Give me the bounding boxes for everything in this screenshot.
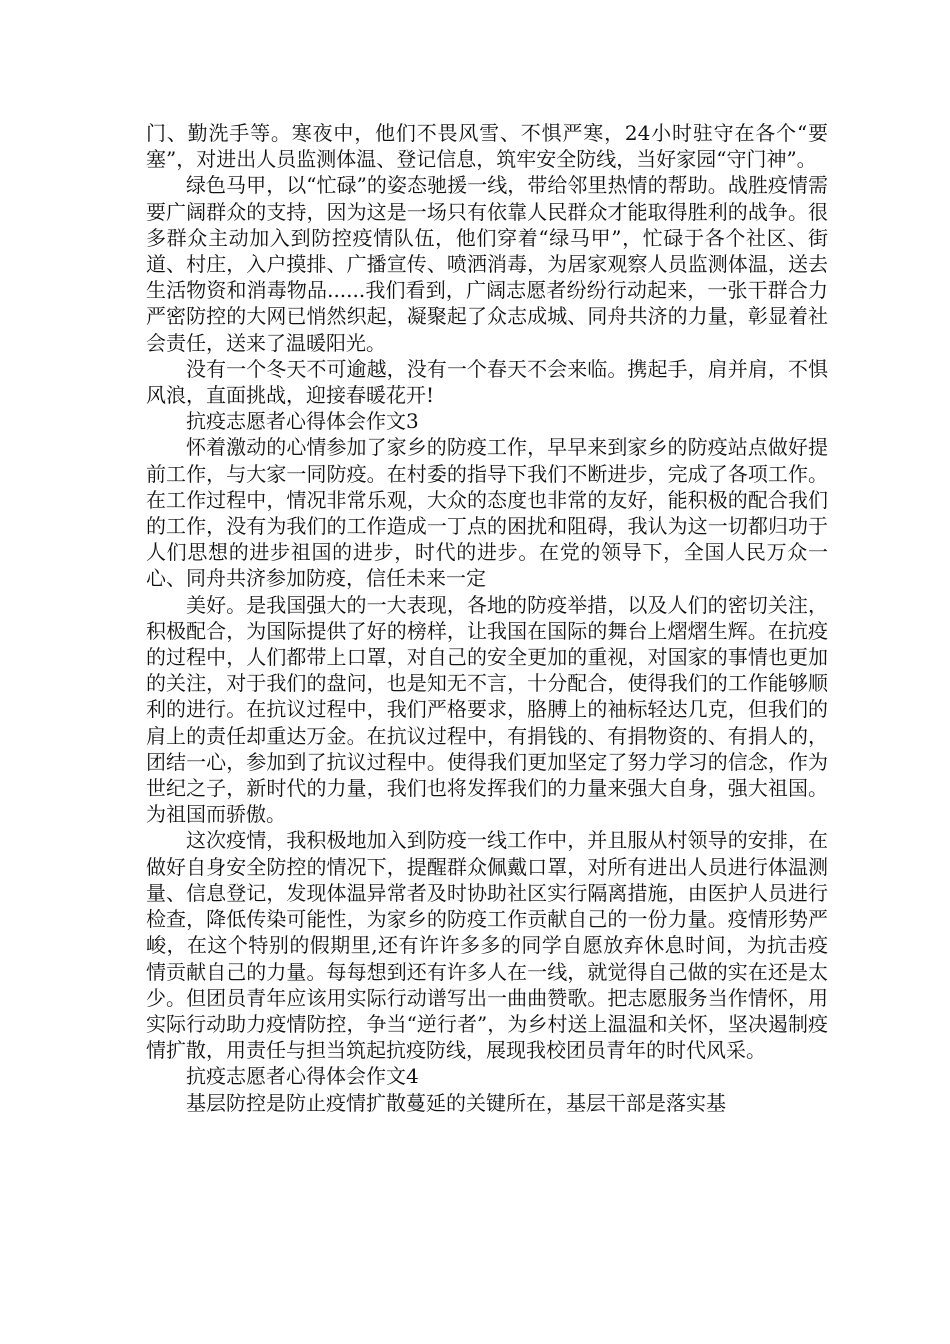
section-heading-3: 抗疫志愿者心得体会作文3 xyxy=(186,409,419,434)
paragraph-5: 美好。是我国强大的一大表现，各地的防疫举措，以及人们的密切关注，积极配合，为国际提供了好的榜样，让我国在国际的舞台上熠熠生辉。在抗疫的过程中，人们都带上口罩，对自己的安全更加的重视，对国家的事情也更加的关注，对于我们的盘问，也是知无不言，十分配合，使得我们的工作能够顺利的进行。在抗议过程中，我们严格要求，胳膊上的袖标轻达几克，但我们的肩上的责任却重达万金。在抗议过程中，有捐钱的、有捐物资的、有捐人的，团结一心，参加到了抗议过程中。使得我们更加坚定了努力学习的信念，作为世纪之子，新时代的力量，我们也将发挥我们的力量来强大自身，强大祖国。为祖国而骄傲。 xyxy=(146,592,828,827)
section-heading-4: 抗疫志愿者心得体会作文4 xyxy=(186,1064,419,1089)
paragraph-6: 这次疫情，我积极地加入到防疫一线工作中，并且服从村领导的安排，在做好自身安全防控的情况下，提醒群众佩戴口罩，对所有进出人员进行体温测量、信息登记，发现体温异常者及时协助社区实行隔离措施，由医护人员进行检查，降低传染可能性，为家乡的防疫工作贡献自己的一份力量。疫情形势严峻，在这个特别的假期里,还有许许多多的同学自愿放弃休息时间，为抗击疫情贡献自己的力量。每每想到还有许多人在一线，就觉得自己做的实在还是太少。但团员青年应该用实际行动谱写出一曲曲赞歌。把志愿服务当作情怀，用实际行动助力疫情防控，争当“逆行者”，为乡村送上温温和关怀，坚决遏制疫情扩散，用责任与担当筑起抗疫防线，展现我校团员青年的时代风采。 xyxy=(146,828,828,1063)
paragraph-7: 基层防控是防止疫情扩散蔓延的关键所在，基层干部是落实基 xyxy=(186,1090,726,1115)
paragraph-2: 绿色马甲，以“忙碌”的姿态驰援一线，带给邻里热情的帮助。战胜疫情需要广阔群众的支持，因为这是一场只有依靠人民群众才能取得胜利的战争。很多群众主动加入到防控疫情队伍，他们穿着“绿马甲”，忙碌于各个社区、街道、村庄，入户摸排、广播宣传、喷洒消毒，为居家观察人员监测体温，送去生活物资和消毒物品......我们看到，广阔志愿者纷纷行动起来，一张干群合力严密防控的大网已悄然织起，凝聚起了众志成城、同舟共济的力量，彰显着社会责任，送来了温暖阳光。 xyxy=(146,173,828,355)
paragraph-3: 没有一个冬天不可逾越，没有一个春天不会来临。携起手，肩并肩，不惧风浪，直面挑战，迎接春暖花开! xyxy=(146,356,828,408)
paragraph-4: 怀着激动的心情参加了家乡的防疫工作，早早来到家乡的防疫站点做好提前工作，与大家一同防疫。在村委的指导下我们不断进步，完成了各项工作。在工作过程中，情况非常乐观，大众的态度也非常的友好，能积极的配合我们的工作，没有为我们的工作造成一丁点的困扰和阻碍，我认为这一切都归功于人们思想的进步祖国的进步，时代的进步。在党的领导下，全国人民万众一心、同舟共济参加防疫，信任未来一定 xyxy=(146,435,828,591)
document-page xyxy=(146,120,828,1116)
paragraph-1: 门、勤洗手等。寒夜中，他们不畏风雪、不惧严寒，24小时驻守在各个“要塞”，对进出人员监测体温、登记信息，筑牢安全防线，当好家园“守门神”。 xyxy=(146,121,828,172)
